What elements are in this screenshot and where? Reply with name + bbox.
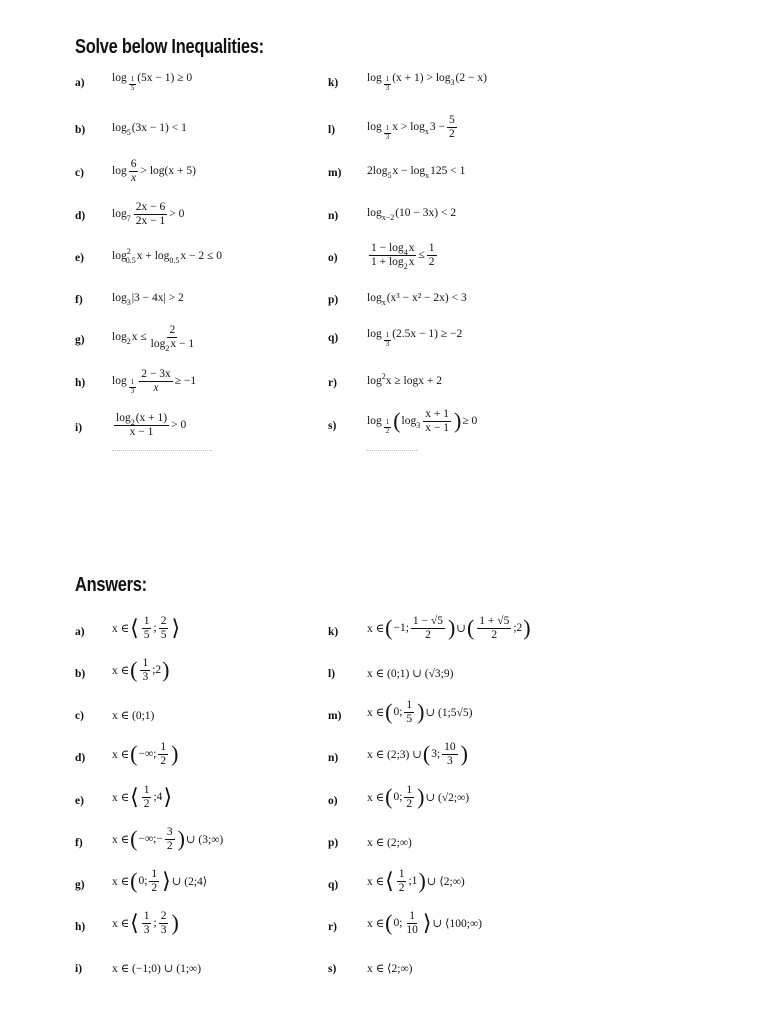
answer-l <box>367 666 453 680</box>
label-l: l) <box>328 124 336 136</box>
answer-label-d: d) <box>75 752 86 764</box>
answer-e: x ∈ ⟨ $\frac{1}{2}$ ;4 ⟩ <box>112 784 173 810</box>
answer-k-text: x ∈ <box>367 623 385 636</box>
label-b: b) <box>75 124 86 136</box>
answers-heading: Answers: <box>75 574 147 596</box>
answer-label-l: l) <box>328 668 336 680</box>
answer-p-text: x ∈ (2;∞) <box>367 837 412 849</box>
problem-e: log 2 0.5 x + log 0.5 x − 2 ≤ 0 <box>112 246 222 265</box>
problem-h: log $\frac{1}{3}$ $\frac{2 - 3x}{x}$ ≥ −1 <box>112 368 197 395</box>
answer-d-text: x ∈ <box>112 749 130 762</box>
answer-label-f: f) <box>75 837 83 849</box>
problem-m: 2log 5 x − log x 125 < 1 <box>367 165 466 180</box>
answer-label-g: g) <box>75 879 85 891</box>
answer-s <box>367 961 412 975</box>
problem-l-text: x > log <box>392 121 425 134</box>
answer-e-text: x ∈ <box>112 792 130 805</box>
answer-label-s: s) <box>328 963 337 975</box>
label-s: s) <box>328 420 337 432</box>
problem-g: log 2 x ≤ $\frac{2}{\log_2x - 1}$ <box>112 324 195 353</box>
problem-s-text: ≥ 0 <box>462 415 478 428</box>
answer-q: x ∈ ⟨ $\frac{1}{2}$ ;1 ) ∪ ⟨2;∞) <box>367 868 465 894</box>
answer-label-h: h) <box>75 921 86 933</box>
answer-label-e: e) <box>75 795 84 807</box>
cropped-row-remnant <box>0 448 768 454</box>
label-p: p) <box>328 294 339 306</box>
answer-b: x ∈ ( $\frac{1}{3}$ ;2 ) <box>112 657 170 683</box>
answer-label-i: i) <box>75 963 83 975</box>
problem-i: $\frac{\log_2(x + 1)}{x - 1}$ > 0 <box>116 412 187 438</box>
answer-g-text: x ∈ <box>112 876 130 889</box>
problem-m-text: 2log <box>367 165 388 177</box>
answer-k: x ∈ ( −1; $\frac{1 - √5}{2}$ ) ∪ ( $\frac{1 + √5}{2}$ ;2 ) <box>367 615 531 641</box>
problem-k: log $\frac{1}{3}$ (x + 1) > log 3 (2 − x) <box>367 72 487 92</box>
answer-a-text: x ∈ <box>112 623 130 636</box>
problem-d-text: > 0 <box>169 208 185 221</box>
label-m: m) <box>328 167 342 179</box>
problem-h-text: ≥ −1 <box>174 375 197 388</box>
problem-p-text: (x³ − x² − 2x) < 3 <box>386 292 467 304</box>
answer-m-text: x ∈ <box>367 707 385 720</box>
label-k: k) <box>328 77 339 89</box>
problem-q-text: (2.5x − 1) ≥ −2 <box>392 328 463 341</box>
answer-q-text: x ∈ <box>367 876 385 889</box>
label-d: d) <box>75 210 86 222</box>
label-f: f) <box>75 294 83 306</box>
label-r: r) <box>328 377 337 389</box>
label-c: c) <box>75 167 84 179</box>
answer-s-text: x ∈ ⟨2;∞) <box>367 963 413 975</box>
problem-q: log $\frac{1}{3}$ (2.5x − 1) ≥ −2 <box>367 328 463 348</box>
answer-c-text: x ∈ (0;1) <box>112 710 155 722</box>
answer-l-text: x ∈ (0;1) ∪ (√3;9) <box>367 668 454 680</box>
problem-k-text: (x + 1) > log <box>392 72 451 85</box>
problem-b: log 5 (3x − 1) < 1 <box>112 122 187 137</box>
answer-label-k: k) <box>328 626 339 638</box>
answer-o-text: x ∈ <box>367 792 385 805</box>
answer-h-text: x ∈ <box>112 918 130 931</box>
label-o: o) <box>328 252 338 264</box>
problem-l: log $\frac{1}{3}$ x > log x 3 − $\frac{5}{2}$ <box>367 114 455 141</box>
problem-p: log x (x³ − x² − 2x) < 3 <box>367 292 467 307</box>
problem-o: $\frac{1 - \log_4x}{1 + \log_2x}$ ≤ $\frac{1}{2}$ <box>371 242 435 271</box>
answer-a: x ∈ ⟨ $\frac{1}{5}$ ; $\frac{2}{5}$ ⟩ <box>112 615 181 641</box>
label-q: q) <box>328 332 339 344</box>
answer-f: x ∈ ( −∞;− $\frac{3}{2}$ ) ∪ (3;∞) <box>112 826 224 852</box>
label-i: i) <box>75 422 83 434</box>
answer-label-c: c) <box>75 710 84 722</box>
problem-e-text: x + log <box>136 250 170 262</box>
problem-g-text: x ≤ <box>131 331 147 344</box>
answer-o: x ∈ ( 0; $\frac{1}{2}$ ) ∪ (√2;∞) <box>367 784 470 810</box>
problem-b-text: (3x − 1) < 1 <box>131 122 187 134</box>
answer-f-text: x ∈ <box>112 834 130 847</box>
answer-label-b: b) <box>75 668 86 680</box>
label-n: n) <box>328 210 339 222</box>
answer-m: x ∈ ( 0; $\frac{1}{5}$ ) ∪ (1;5√5) <box>367 699 473 725</box>
problem-f: log 3 |3 − 4x| > 2 <box>112 292 184 307</box>
answer-i <box>112 961 201 975</box>
problem-r-text: x ≥ logx + 2 <box>385 375 442 387</box>
problem-c-text: > log(x + 5) <box>140 165 196 178</box>
answer-g: x ∈ ( 0; $\frac{1}{2}$ ⟩ ∪ (2;4⟩ <box>112 868 208 894</box>
answer-label-o: o) <box>328 795 338 807</box>
answer-label-p: p) <box>328 837 339 849</box>
answer-label-q: q) <box>328 879 339 891</box>
problem-d: log 7 $\frac{2x - 6}{2x - 1}$ > 0 <box>112 201 185 227</box>
answer-label-r: r) <box>328 921 337 933</box>
problem-n-text: (10 − 3x) < 2 <box>395 207 457 219</box>
label-g: g) <box>75 334 85 346</box>
problem-o-text: ≤ <box>418 249 425 262</box>
answer-label-m: m) <box>328 710 342 722</box>
problems-heading: Solve below Inequalities: <box>75 36 264 58</box>
problem-a: log $\frac{1}{5}$ (5x − 1) ≥ 0 <box>112 72 193 92</box>
problem-s: log $\frac{1}{2}$ ( log 3 $\frac{x + 1}{x - 1}$ ) ≥ 0 <box>367 408 478 435</box>
answer-b-text: x ∈ <box>112 665 130 678</box>
answer-n: x ∈ (2;3) ∪ ( 3; $\frac{10}{3}$ ) <box>367 741 468 767</box>
answer-label-a: a) <box>75 626 85 638</box>
answer-d: x ∈ ( −∞; $\frac{1}{2}$ ) <box>112 741 179 767</box>
answer-r-text: x ∈ <box>367 918 385 931</box>
answer-n-text: x ∈ (2;3) ∪ <box>367 749 422 762</box>
answer-p <box>367 835 412 849</box>
problem-r: log 2 x ≥ logx + 2 <box>367 371 442 387</box>
problem-c: log $\frac{6}{x}$ > log(x + 5) <box>112 158 196 184</box>
answer-h: x ∈ ⟨ $\frac{1}{3}$ ; $\frac{2}{3}$ ) <box>112 910 179 936</box>
label-h: h) <box>75 377 86 389</box>
answer-c <box>112 708 154 722</box>
problem-i-text: > 0 <box>171 419 187 432</box>
answer-label-n: n) <box>328 752 339 764</box>
answer-r: x ∈ ( 0; $\frac{1}{10}$ ⟩ ∪ ⟨100;∞) <box>367 910 482 936</box>
label-e: e) <box>75 252 84 264</box>
answer-i-text: x ∈ (−1;0) ∪ (1;∞) <box>112 963 202 975</box>
problem-n: log x−2 (10 − 3x) < 2 <box>367 207 457 222</box>
problem-f-text: |3 − 4x| > 2 <box>131 292 184 304</box>
problem-a-text: (5x − 1) ≥ 0 <box>137 72 193 85</box>
label-a: a) <box>75 77 85 89</box>
